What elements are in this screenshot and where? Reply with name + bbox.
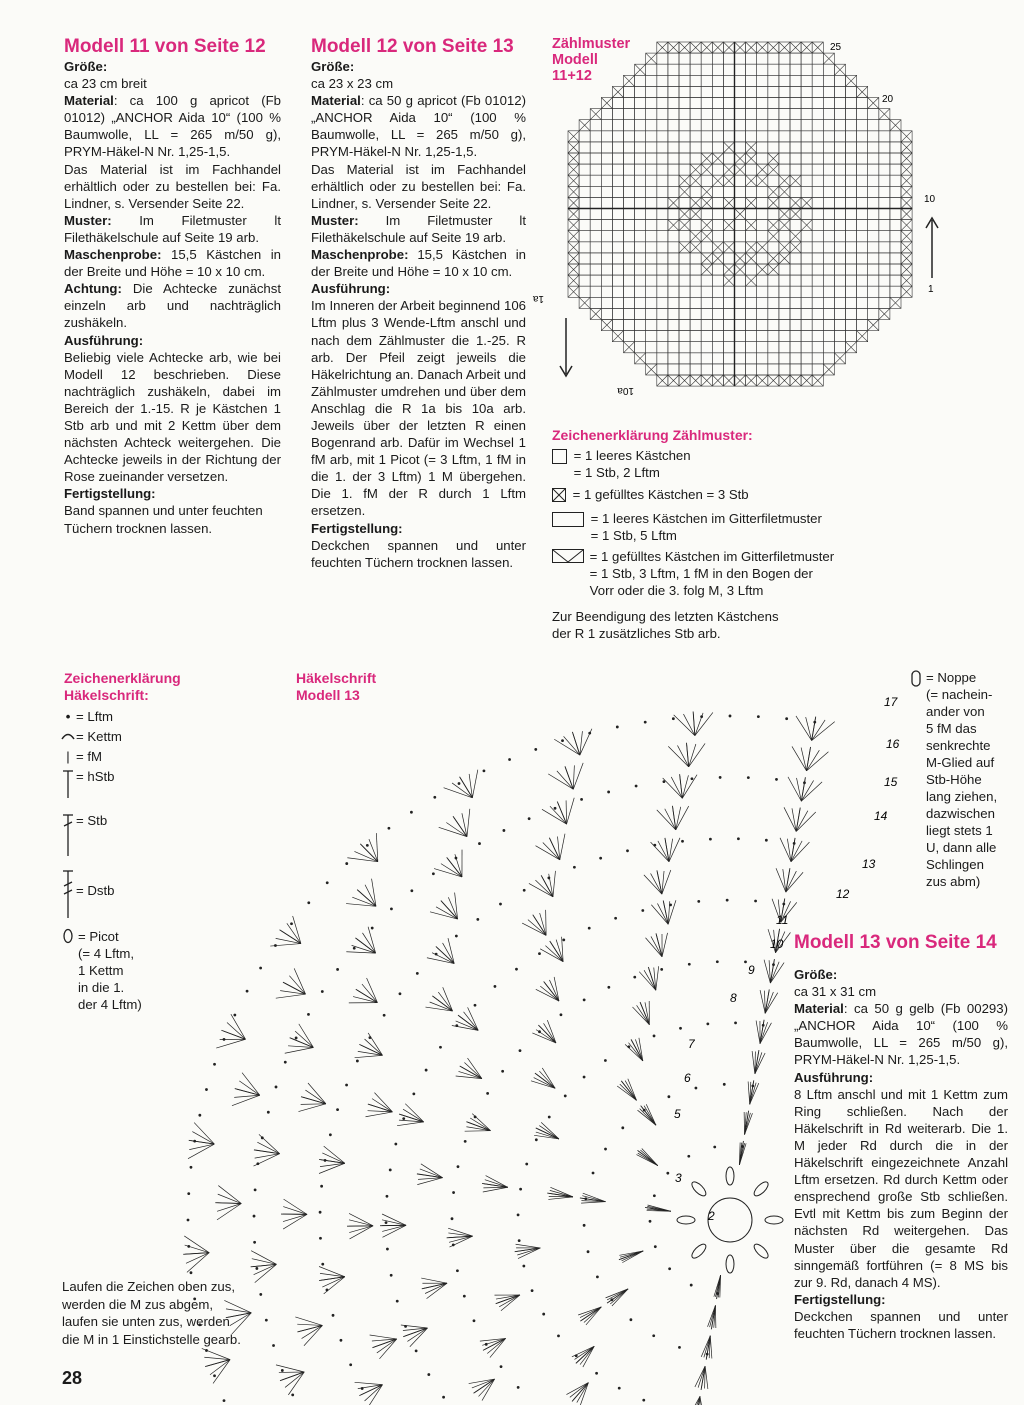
round-label-2: 2 (708, 1209, 715, 1223)
size-label: Größe: (64, 59, 108, 74)
attention-paragraph: Achtung: Die Achtecke zunächst einzeln arb und nachträglich zushäkeln. (64, 281, 281, 331)
gauge-paragraph: Maschenprobe: 15,5 Kästchen in der Breite und Höhe = 10 x 10 cm. (64, 247, 281, 280)
noppe-note: = Noppe (= nachein- ander von 5 fM das senkrechte M-Glied auf Stb-Höhe lang ziehen, dazwischen liegt stets 1 U, dann alle Schlingen zus abm) (910, 669, 997, 890)
round-label-10: 10 (770, 937, 784, 951)
round-label-11: 11 (776, 913, 789, 927)
legend-lftm: • = Lftm (60, 708, 180, 728)
round-label-7: 7 (688, 1037, 695, 1051)
execution-text: 8 Lftm anschl und mit 1 Kettm zum Ring schließen. Nach der Häkelschrift in Rd weiterarb. Die 1. M jeder Rd durch die in der Häkelschrift eingezeichnete Anzahl Lftm ersetzen. Rd durch Kettm oder ensprechend große Stb schließen. Evtl mit Kettm bis zum Beginn der nächsten Rd weitergehen. Das Muster über die gesamte Rd sinngemäß fortführen (= 8 MS bis zur 9. Rd, danach 4 MS). (794, 1086, 1008, 1290)
bar-icon: | (66, 749, 70, 764)
pattern-paragraph: Muster: Im Filetmuster lt Filethäkelschule auf Seite 19 arb. (311, 212, 526, 245)
round-label-6: 6 (684, 1071, 691, 1085)
legend-grid-filled: = 1 gefülltes Kästchen im Gitterfiletmuster = 1 Stb, 3 Lftm, 1 fM in den Bogen der Vorr oder die 3. folg M, 3 Lftm (552, 548, 834, 599)
execution-text: Im Inneren der Arbeit beginnend 106 Lftm plus 3 Wende-Lftm anschl und nach dem Zählmuster die 1.-25. R arb. Der Pfeil zeigt jeweils die Häkelrichtung an. Danach Arbeit und Zählmuster umdrehen und über dem Anschlag die R 1a bis 10a arb. Jeweils über der letzten R einen Bogenrand arb. Dafür im Wechsel 1 fM arb, mit 1 Picot (= 3 Lftm, 1 fM in die 1. der 3 Lftm) 1 M übergehen. Die 1. fM der R durch 1 Lftm ersetzen. (311, 298, 526, 519)
finish-label: Fertigstellung: (64, 486, 156, 502)
wide-v-box-icon (552, 549, 585, 564)
legend-filled-box: = 1 gefülltes Kästchen = 3 Stb (552, 486, 749, 503)
column-modell-13 (794, 930, 1008, 1342)
column-modell-12 (311, 36, 526, 571)
finish-text: Band spannen und unter feuchten Tüchern trocknen lassen. (64, 503, 263, 536)
empty-square-icon (552, 449, 567, 464)
arrow-up-icon (926, 218, 938, 278)
finish-label: Fertigstellung: (311, 520, 403, 536)
stb-icon (60, 812, 76, 858)
symbol-legend-title: Zeichenerklärung Häkelschrift: (64, 670, 181, 703)
round-label-13: 13 (862, 857, 876, 871)
legend-picot: = Picot (= 4 Lftm, 1 Kettm in die 1. der 4 Lftm) (60, 928, 180, 1013)
round-label-9: 9 (748, 963, 755, 977)
execution-text: Beliebig viele Achtecke arb, wie bei Modell 12 beschrieben. Diese nachträglich zushäkeln, dabei im Bereich der 1.-15. R je Kästchen 1 Stb arb und mit 2 Kettm über dem nächsten Achteck weitergehen. Die Achtecke jeweils in der Richtung der Rose zueinander versetzen. (64, 349, 281, 485)
legend-kettm: = Kettm (60, 728, 180, 748)
diagram-title: Häkelschrift Modell 13 (296, 670, 377, 703)
execution-label: Ausführung: (311, 281, 391, 297)
wide-empty-box-icon (552, 512, 584, 527)
arrow-down-icon (560, 318, 572, 376)
size-label: Größe: (311, 59, 355, 74)
round-label-5: 5 (674, 1107, 681, 1121)
material-paragraph: Material: ca 50 g gelb (Fb 00293) „ANCHOR Aida 10“ (100 % Baumwolle, LL = 265 m/50 g), PRYM-Häkel-N Nr. 1,25-1,5. (794, 1001, 1008, 1068)
legend-empty-box: = 1 leeres Kästchen = 1 Stb, 2 Lftm (552, 447, 691, 481)
dot-icon: • (65, 709, 71, 724)
material-source: Das Material ist im Fachhandel erhältlich oder zu bestellen bei: Fa. Lindner, s. Versender Seite 22. (311, 161, 526, 211)
material-paragraph: Material: ca 100 g apricot (Fb 01012) „ANCHOR Aida 10“ (100 % Baumwolle, LL = 265 m/50 g), PRYM-Häkel-N Nr. 1,25-1,5. (64, 93, 281, 160)
finish-text: Deckchen spannen und unter feuchten Tüchern trocknen lassen. (794, 1308, 1008, 1341)
page-number: 28 (62, 1368, 83, 1388)
row-label-1: 1 (928, 284, 934, 295)
filet-chart (532, 34, 960, 414)
round-label-17: 17 (884, 695, 898, 709)
hstb-icon (60, 768, 76, 800)
pattern-paragraph: Muster: Im Filetmuster lt Filethäkelschule auf Seite 19 arb. (64, 212, 281, 245)
row-label-10a: 10a (617, 385, 634, 396)
modell-11-title: Modell 11 von Seite 12 (64, 36, 266, 57)
round-label-8: 8 (730, 991, 737, 1005)
arc-icon (60, 729, 76, 741)
round-label-3: 3 (675, 1171, 682, 1185)
legend-hstb: = hStb (60, 768, 180, 812)
finish-text: Deckchen spannen und unter feuchten Tüchern trocknen lassen. (311, 537, 526, 570)
chart-legend-note: Zur Beendigung des letzten Kästchens der R 1 zusätzliches Stb arb. (552, 609, 779, 641)
round-label-15: 15 (884, 775, 898, 789)
size-label: Größe: (794, 967, 838, 982)
execution-label: Ausführung: (794, 1069, 874, 1085)
modell-13-title: Modell 13 von Seite 14 (794, 932, 997, 953)
noppe-icon (910, 669, 924, 689)
chart-grid (568, 42, 912, 386)
row-label-25: 25 (830, 42, 842, 53)
legend-grid-empty: = 1 leeres Kästchen im Gitterfiletmuster = 1 Stb, 5 Lftm (552, 510, 822, 544)
chart-title: Zählmuster Modell 11+12 (552, 36, 631, 84)
size-text: ca 31 x 31 cm (794, 984, 877, 1000)
size-text: ca 23 x 23 cm (311, 76, 394, 92)
execution-label: Ausführung: (64, 332, 144, 348)
material-source: Das Material ist im Fachhandel erhältlich oder zu bestellen bei: Fa. Lindner, s. Versender Seite 22. (64, 161, 281, 211)
row-label-10: 10 (924, 194, 936, 205)
diagram-stitches (183, 712, 835, 1405)
legend-stb: = Stb (60, 812, 180, 868)
picot-icon (60, 928, 76, 946)
column-modell-11 (64, 36, 281, 537)
crossed-square-icon (552, 488, 567, 503)
bottom-note: Laufen die Zeichen oben zus, werden die M zus abgem, laufen sie unten zus, werden die M in 1 Einstichstelle gearb. (62, 1279, 241, 1347)
size-text: ca 23 cm breit (64, 76, 147, 92)
gauge-paragraph: Maschenprobe: 15,5 Kästchen in der Breite und Höhe = 10 x 10 cm. (311, 247, 526, 280)
round-label-14: 14 (874, 809, 888, 823)
row-label-20: 20 (882, 94, 894, 105)
finish-label: Fertigstellung: (794, 1291, 886, 1307)
legend-fm: | = fM (60, 748, 180, 768)
dstb-icon (60, 868, 76, 920)
row-label-1a: 1a (532, 293, 544, 304)
legend-dstb: = Dstb (60, 868, 180, 928)
modell-12-title: Modell 12 von Seite 13 (311, 36, 514, 57)
chart-legend-title: Zeichenerklärung Zählmuster: (552, 427, 753, 443)
round-label-16: 16 (886, 737, 900, 751)
material-paragraph: Material: ca 50 g apricot (Fb 01012) „ANCHOR Aida 10“ (100 % Baumwolle, LL = 265 m/50 g), PRYM-Häkel-N Nr. 1,25-1,5. (311, 93, 526, 160)
round-label-12: 12 (836, 887, 850, 901)
